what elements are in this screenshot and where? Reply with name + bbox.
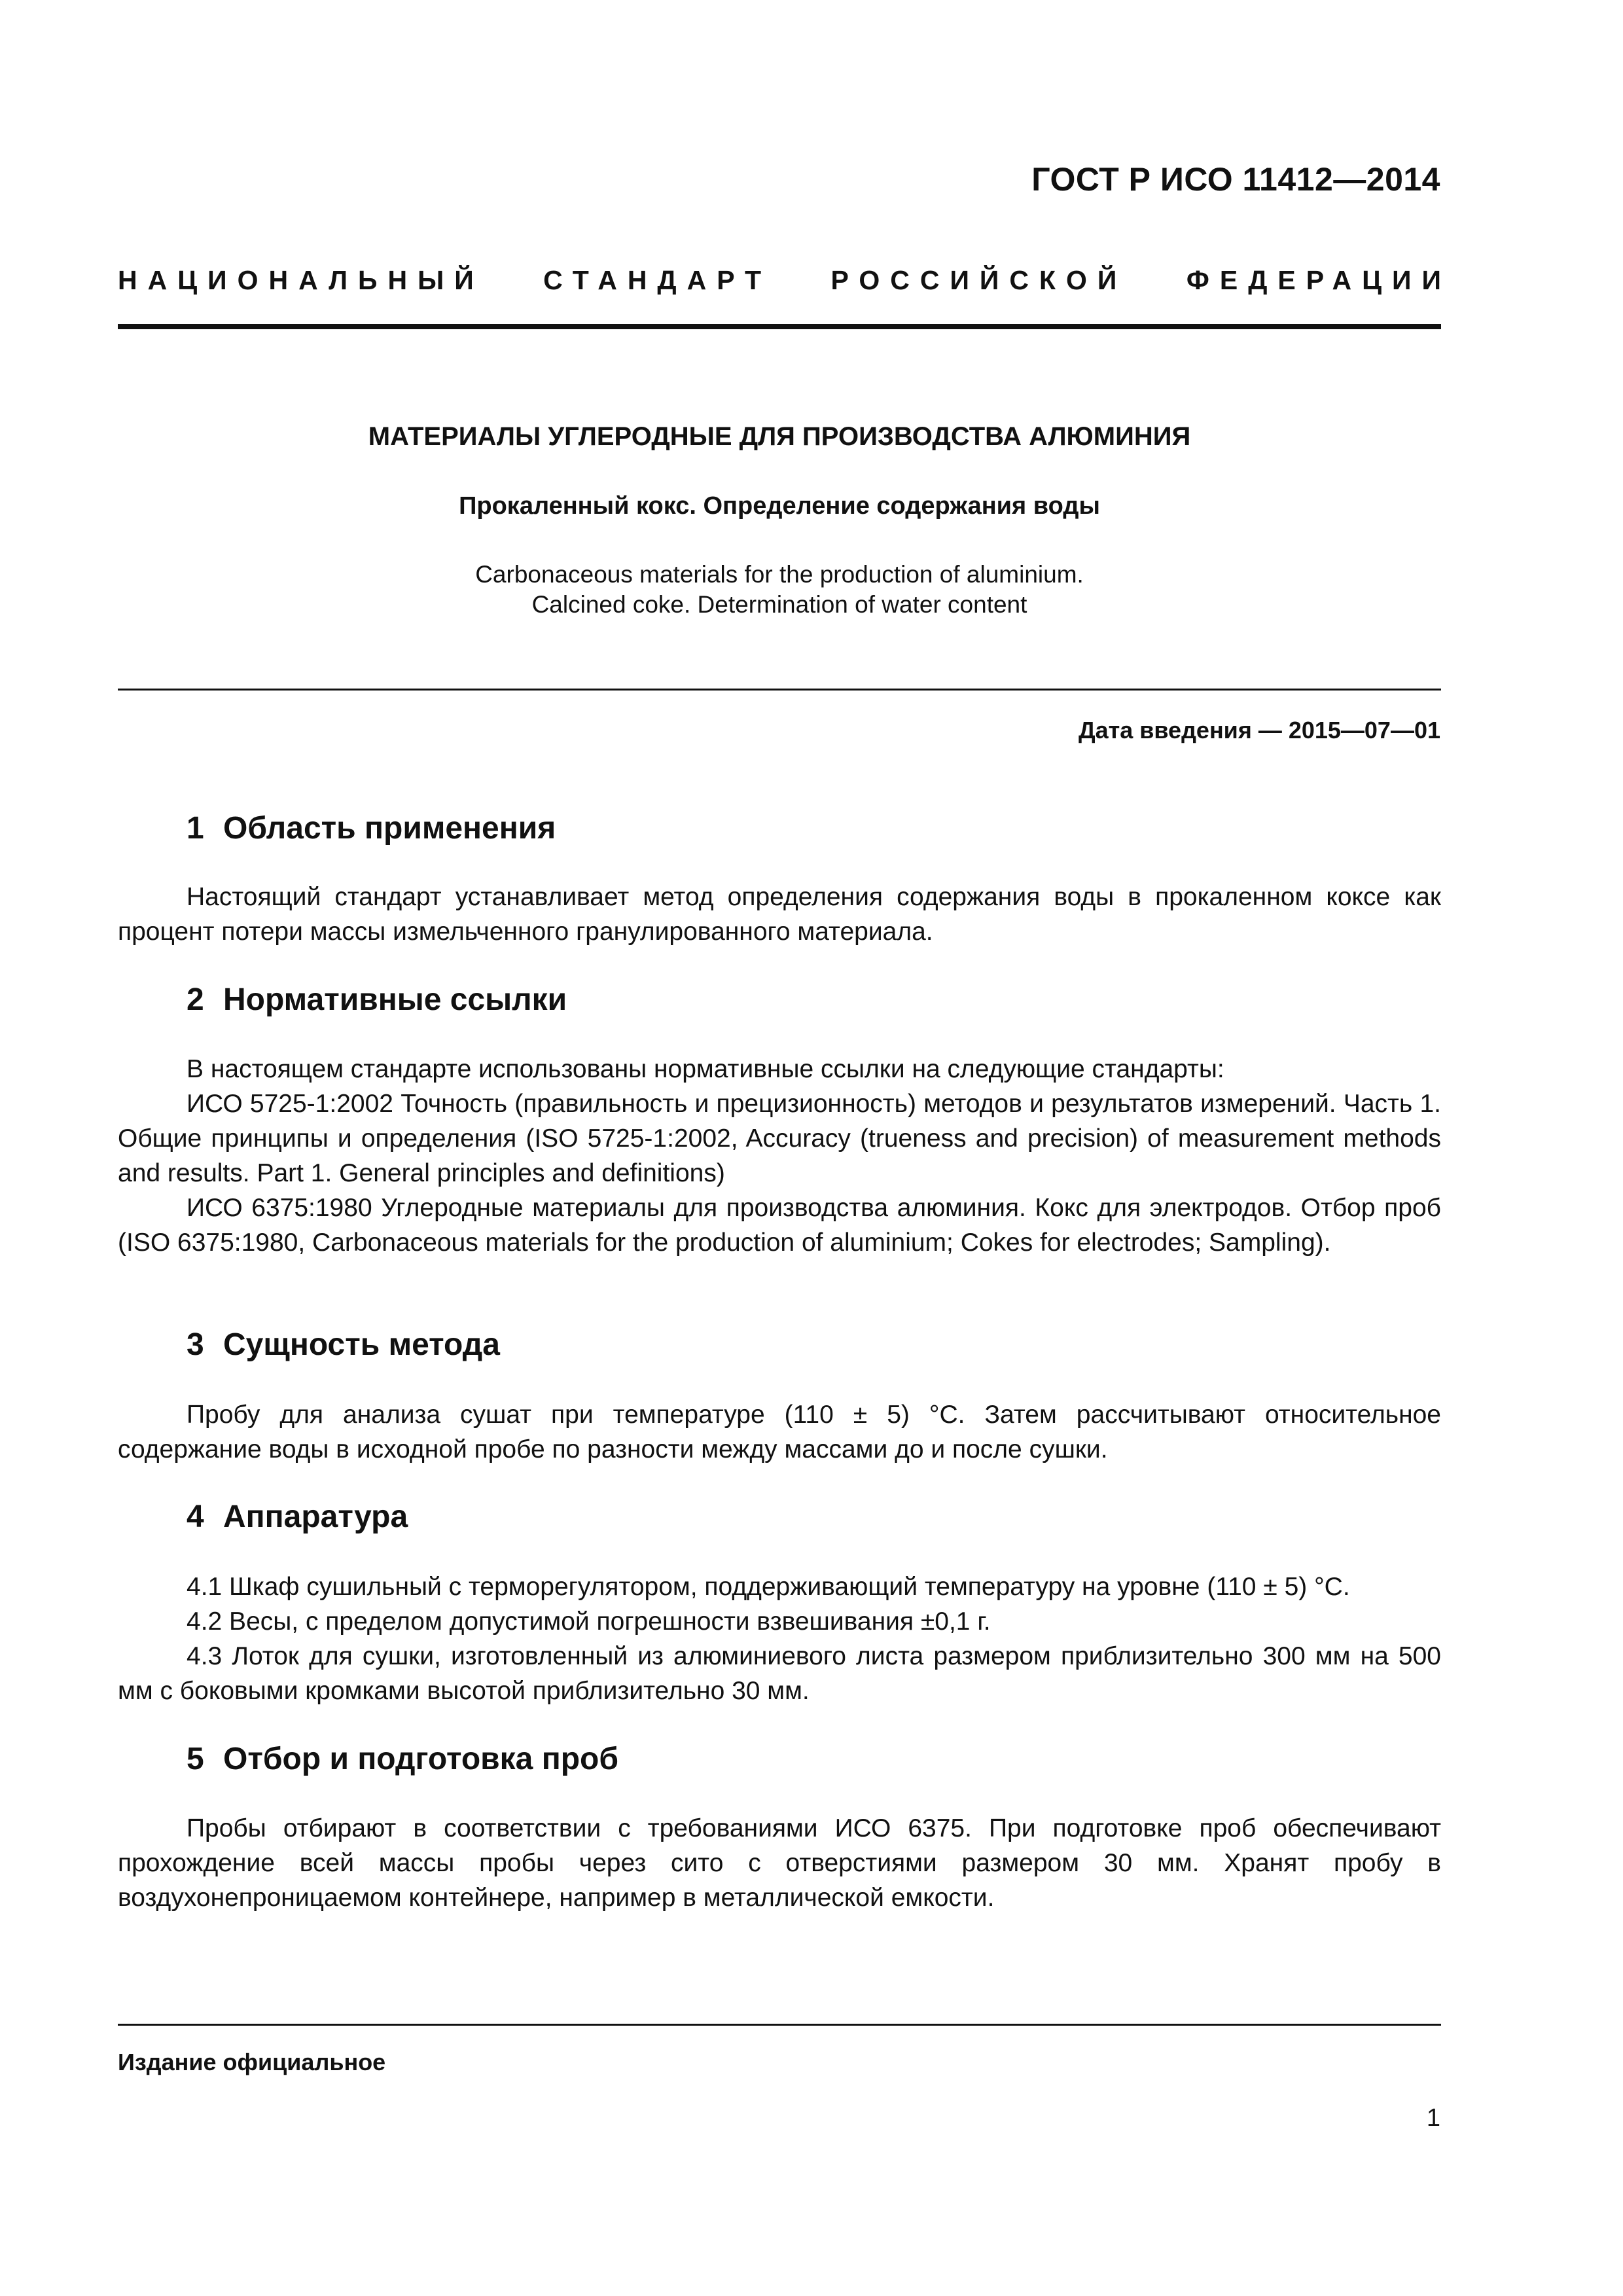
header-word: РОССИЙСКОЙ: [830, 265, 1128, 295]
introduction-date: Дата введения — 2015—07—01: [1078, 717, 1440, 744]
section-number: 4: [187, 1499, 204, 1534]
section-heading: [187, 810, 556, 846]
paragraph: ИСО 5725-1:2002 Точность (правильность и прецизионность) методов и результатов измерений. Часть 1. Общие принципы и определения (ISO 5725-1:2002, Accuracy (trueness and precision) of measurement methods and results. Part 1. General principles and definitions): [118, 1090, 1441, 1187]
document-title: МАТЕРИАЛЫ УГЛЕРОДНЫЕ ДЛЯ ПРОИЗВОДСТВА АЛЮМИНИЯ: [368, 422, 1191, 451]
english-title-line: Carbonaceous materials for the production of aluminium.: [475, 561, 1084, 588]
header-word: ФЕДЕРАЦИИ: [1186, 265, 1452, 295]
section-number: 1: [187, 811, 204, 846]
official-edition-label: Издание официальное: [118, 2049, 386, 2075]
section-title: Область применения: [223, 811, 556, 846]
title-rule: [118, 689, 1441, 691]
section-body: [118, 1397, 1441, 1467]
section-title: Сущность метода: [223, 1327, 500, 1362]
footer-rule: [118, 2024, 1441, 2026]
page-number: 1: [1426, 2104, 1440, 2132]
section-title: Нормативные ссылки: [223, 982, 567, 1017]
section-body: [118, 1811, 1441, 1915]
paragraph: Пробы отбирают в соответствии с требованиями ИСО 6375. При подготовке проб обеспечивают прохождение всей массы пробы через сито с отверстиями размером 30 мм. Хранят пробу в воздухонепроницаемом контейнере, например в металлической емкости.: [118, 1814, 1441, 1912]
header-word: СТАНДАРТ: [543, 265, 772, 295]
section-body: [118, 880, 1441, 949]
section-number: 5: [187, 1742, 204, 1776]
section-body: [118, 1570, 1441, 1708]
national-standard-header: [118, 265, 1452, 296]
paragraph: 4.2 Весы, с пределом допустимой погрешности взвешивания ±0,1 г.: [187, 1607, 991, 1636]
paragraph: ИСО 6375:1980 Углеродные материалы для производства алюминия. Кокс для электродов. Отбор проб (ISO 6375:1980, Carbonaceous materials for the production of aluminium; Cokes for electrodes; Sampling).: [118, 1194, 1441, 1257]
section-heading: [187, 1499, 408, 1535]
document-subtitle: Прокаленный кокс. Определение содержания воды: [459, 492, 1100, 520]
section-heading: [187, 982, 567, 1018]
section-heading: [187, 1327, 500, 1363]
header-word: НАЦИОНАЛЬНЫЙ: [118, 265, 484, 295]
header-rule: [118, 324, 1441, 329]
section-heading: [187, 1741, 618, 1777]
english-title: [118, 560, 1441, 620]
section-number: 3: [187, 1327, 204, 1362]
paragraph: 4.3 Лоток для сушки, изготовленный из алюминиевого листа размером приблизительно 300 мм на 500 мм с боковыми кромками высотой приблизительно 30 мм.: [118, 1642, 1441, 1705]
paragraph: Пробу для анализа сушат при температуре (110 ± 5) °С. Затем рассчитывают относительное содержание воды в исходной пробе по разности между массами до и после сушки.: [118, 1401, 1441, 1463]
section-title: Аппаратура: [223, 1499, 408, 1534]
paragraph: Настоящий стандарт устанавливает метод определения содержания воды в прокаленном коксе как процент потери массы измельченного гранулированного материала.: [118, 883, 1441, 946]
paragraph: 4.1 Шкаф сушильный с терморегулятором, поддерживающий температуру на уровне (110 ± 5) °С.: [187, 1573, 1350, 1601]
english-title-line: Calcined coke. Determination of water content: [531, 591, 1027, 618]
section-title: Отбор и подготовка проб: [223, 1742, 618, 1776]
section-number: 2: [187, 982, 204, 1017]
section-body: [118, 1052, 1441, 1260]
document-number: ГОСТ Р ИСО 11412—2014: [1031, 161, 1440, 198]
paragraph: В настоящем стандарте использованы нормативные ссылки на следующие стандарты:: [187, 1055, 1224, 1083]
